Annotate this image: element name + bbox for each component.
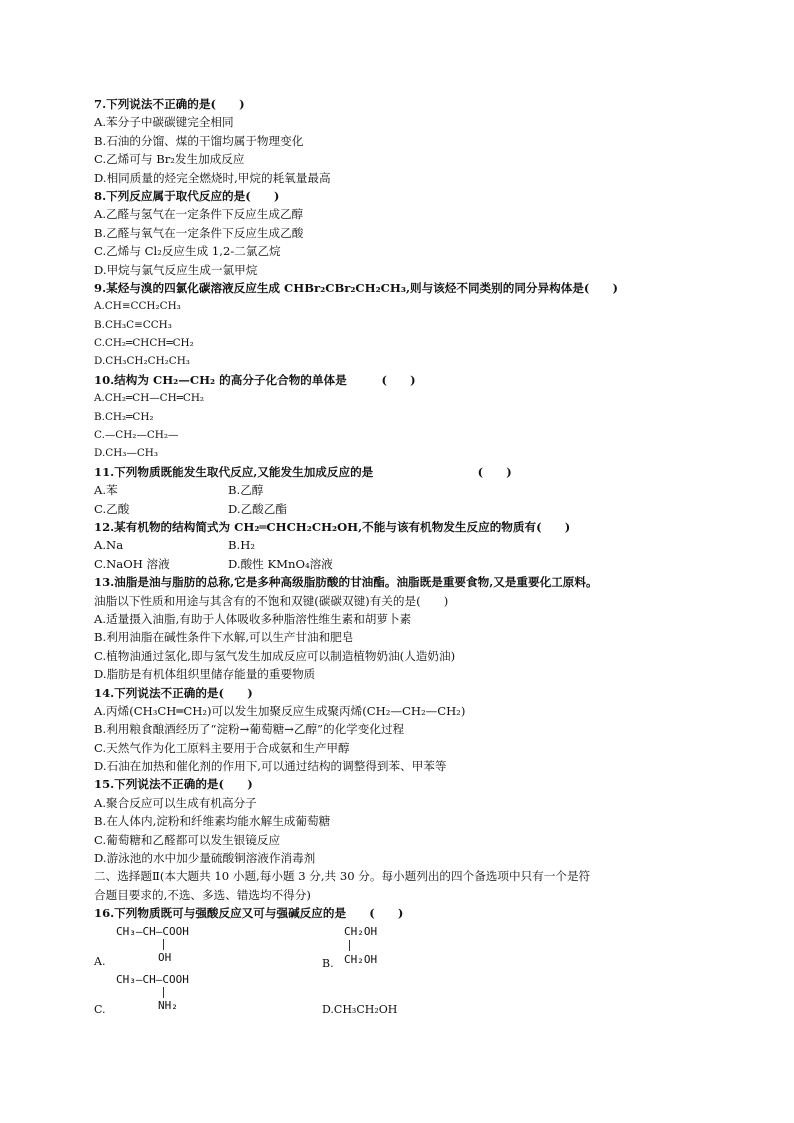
option-a-substituent: OH	[158, 950, 172, 964]
text-line: C.CH₂═CHCH═CH₂	[94, 337, 194, 350]
option-a-formula: CH₃—CH—COOH	[116, 924, 189, 938]
option-c-formula: CH₃—CH—COOH	[116, 972, 189, 986]
question-stem: 12.某有机物的结构简式为 CH₂═CHCH₂CH₂OH,不能与该有机物发生反应的物质有( )	[94, 519, 571, 534]
question-stem: 14.下列说法不正确的是( )	[94, 685, 253, 700]
text-line: D.游泳池的水中加少量硫酸铜溶液作消毒剂	[94, 851, 316, 866]
option-a-label: A.	[94, 954, 106, 968]
option-text: C.乙酸	[94, 501, 130, 516]
text-line: B.利用油脂在碱性条件下水解,可以生产甘油和肥皂	[94, 630, 354, 645]
option-text: A.Na	[94, 538, 124, 553]
text-line: C.—CH₂—CH₂—	[94, 429, 179, 442]
text-line: B.CH₃C≡CCH₃	[94, 318, 172, 331]
bond-line	[163, 987, 164, 998]
bond-line	[349, 940, 350, 951]
question-stem: 8.下列反应属于取代反应的是( )	[94, 188, 280, 203]
option-row	[94, 555, 734, 573]
question-content	[94, 95, 734, 1035]
text-line: D.脂肪是有机体组织里储存能量的重要物质	[94, 667, 316, 682]
option-c-label: C.	[94, 1002, 106, 1016]
text-line: C.乙烯可与 Br₂发生加成反应	[94, 152, 245, 167]
text-line: B.在人体内,淀粉和纤维素均能水解生成葡萄糖	[94, 814, 331, 829]
text-line: B.利用粮食酿酒经历了“淀粉→葡萄糖→乙醇”的化学变化过程	[94, 722, 405, 737]
text-line: D.石油在加热和催化剂的作用下,可以通过结构的调整得到苯、甲苯等	[94, 759, 447, 774]
question-stem: 7.下列说法不正确的是( )	[94, 97, 245, 111]
option-b-bottom: CH₂OH	[344, 952, 378, 966]
text-line: D.相同质量的烃完全燃烧时,甲烷的耗氧量最高	[94, 170, 331, 185]
option-text: A.苯	[94, 483, 118, 498]
text-line: C.乙烯与 Cl₂反应生成 1,2-二氯乙烷	[94, 244, 281, 259]
text-line: 油脂以下性质和用途与其含有的不饱和双键(碳碳双键)有关的是( )	[94, 593, 449, 608]
question-stem: 16.下列物质既可与强酸反应又可与强碱反应的是 ( )	[94, 906, 404, 921]
text-line: A.聚合反应可以生成有机高分子	[94, 795, 257, 810]
option-b-top: CH₂OH	[344, 924, 378, 938]
option-row	[94, 500, 734, 518]
text-line: A.苯分子中碳碳键完全相同	[94, 115, 234, 130]
option-d-text: D.CH₃CH₂OH	[322, 1002, 398, 1016]
question-stem: 10.结构为 CH₂—CH₂ 的高分子化合物的单体是 ( )	[94, 372, 416, 387]
text-line: D.CH₃CH₂CH₂CH₃	[94, 355, 190, 368]
text-line: 二、选择题Ⅱ(本大题共 10 小题,每小题 3 分,共 30 分。每小题列出的四个备选项中只有一个是符	[94, 869, 591, 884]
option-c-substituent: NH₂	[158, 998, 178, 1012]
text-line: B.乙醛与氧气在一定条件下反应生成乙酸	[94, 225, 304, 240]
text-line: C.植物油通过氢化,即与氢气发生加成反应可以制造植物奶油(人造奶油)	[94, 648, 456, 663]
text-line: 合题目要求的,不选、多选、错选均不得分)	[94, 887, 311, 902]
text-line: A.CH₂═CH—CH═CH₂	[94, 392, 205, 405]
option-row	[94, 536, 734, 554]
option-b-label: B.	[322, 956, 334, 970]
text-line: A.CH≡CCH₂CH₃	[94, 300, 181, 313]
option-text: C.NaOH 溶液	[94, 556, 170, 571]
question-stem: 9.某烃与溴的四氯化碳溶液反应生成 CHBr₂CBr₂CH₂CH₃,则与该烃不同类别的同分异构体是( )	[94, 280, 619, 295]
text-line: A.丙烯(CH₃CH═CH₂)可以发生加聚反应生成聚丙烯(CH₂—CH₂—CH₂)	[94, 703, 466, 718]
option-text: D.乙酸乙酯	[228, 501, 287, 516]
text-line: D.CH₃—CH₃	[94, 447, 159, 460]
text-line: A.乙醛与氢气在一定条件下反应生成乙醇	[94, 207, 304, 222]
text-line: B.CH₂═CH₂	[94, 410, 154, 423]
option-text: D.酸性 KMnO₄溶液	[228, 556, 333, 571]
text-line: B.石油的分馏、煤的干馏均属于物理变化	[94, 133, 304, 148]
text-line: C.葡萄糖和乙醛都可以发生银镜反应	[94, 832, 281, 847]
text-line: D.甲烷与氯气反应生成一氯甲烷	[94, 262, 258, 277]
q16-structures	[94, 923, 734, 1035]
text-line: C.天然气作为化工原料主要用于合成氨和生产甲醇	[94, 740, 350, 755]
question-stem: 15.下列说法不正确的是( )	[94, 777, 253, 792]
option-text: B.H₂	[228, 538, 255, 553]
bond-line	[163, 939, 164, 950]
option-row	[94, 481, 734, 499]
option-text: B.乙醇	[228, 483, 264, 498]
question-stem: 13.油脂是油与脂肪的总称,它是多种高级脂肪酸的甘油酯。油脂既是重要食物,又是重要化工原料。	[94, 575, 598, 590]
question-stem: 11.下列物质既能发生取代反应,又能发生加成反应的是 ( )	[94, 464, 512, 479]
text-line: A.适量摄入油脂,有助于人体吸收多种脂溶性维生素和胡萝卜素	[94, 611, 412, 626]
